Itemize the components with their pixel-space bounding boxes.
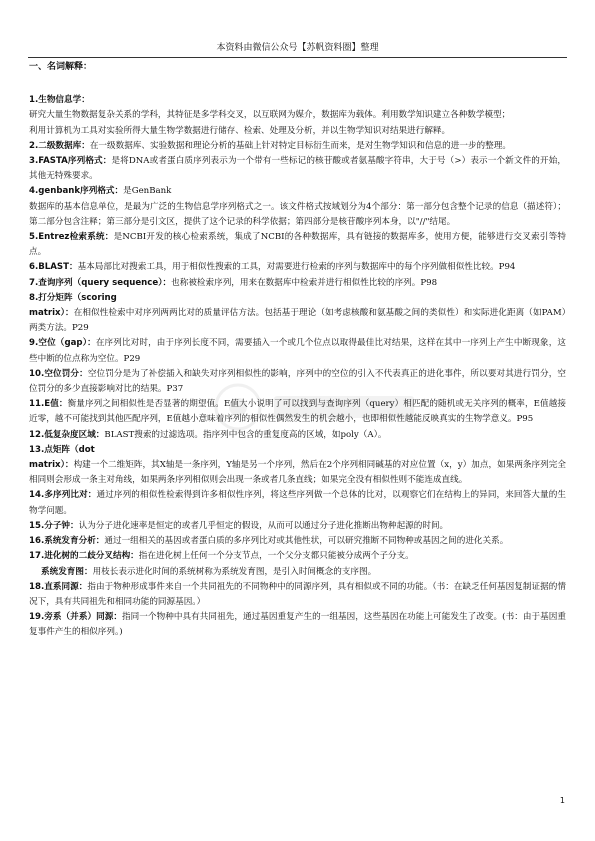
page-number: 1 [559, 796, 565, 805]
definition-entry [29, 549, 566, 564]
definition-entry [29, 443, 566, 458]
definition-entry [29, 124, 566, 139]
term-definition: 指同一个物种中具有共同祖先，通过基因重复产生的一组基因，这些基因在功能上可能发生了改变。(书：由于基因重复事件产生的相似序列。) [29, 612, 566, 638]
term-label: 9.空位（gap）： [29, 338, 96, 349]
term-label: 4.genbank序列格式： [29, 186, 124, 197]
term-label: 3.FASTA序列格式： [29, 156, 112, 167]
term-label: 11.E值： [29, 399, 68, 410]
term-definition: 是将DNA或者蛋白质序列表示为一个带有一些标记的核苷酸或者氨基酸字符串，大于号（>）表示一个新文件的开始，其他无特殊要求。 [29, 156, 566, 182]
term-definition: 通过序列的相似性检索得到许多相似性序列，将这些序列做一个总体的比对，以观察它们在结构上的异同，来回答大量的生物学问题。 [29, 490, 566, 516]
term-definition: 构建一个二维矩阵，其X轴是一条序列，Y轴是另一个序列，然后在2个序列相同碱基的对应位置（x，y）加点，如果两条序列完全相同则会形成一条主对角线，如果两条序列相似则会出现一条或者几条直线；如果完全没有相似性则不能连成直线。 [29, 460, 566, 486]
term-label: 12.低复杂度区域： [29, 429, 105, 440]
term-definition: 用枝长表示进化时间的系统树称为系统发育图，是引入时间概念的支序图。 [92, 566, 377, 577]
term-label: 7.查询序列（query sequence）： [29, 277, 172, 288]
term-definition: 是NCBI开发的核心检索系统，集成了NCBI的各种数据库，具有链接的数据库多，使用方便，能够进行交叉索引等特点。 [29, 232, 566, 258]
term-label: 19.旁系（并系）同源： [29, 612, 123, 623]
term-definition: 基本局部比对搜索工具，用于相似性搜索的工具，对需要进行检索的序列与数据库中的每个序列做相似性比较。P94 [77, 262, 516, 273]
definition-entry [29, 260, 566, 275]
definition-entry [29, 93, 566, 108]
definition-entry [29, 519, 566, 534]
section-title: 一、名词解释： [29, 62, 93, 72]
definition-entry [29, 580, 566, 610]
term-definition: 研究大量生物数据复杂关系的学科，其特征是多学科交叉，以互联网为媒介，数据库为载体。利用数学知识建立各种数学模型； [29, 110, 511, 121]
definition-entry [29, 610, 566, 640]
term-label: 6.BLAST： [29, 262, 78, 273]
term-definition: 数据库的基本信息单位，是最为广泛的生物信息学序列格式之一。该文件格式按域划分为4个部分：第一部分包含整个记录的信息（描述符）；第二部分包含注释；第三部分是引文区，提供了这个记录的科学依据；第四部分是核苷酸序列本身，以"//"结尾。 [29, 201, 566, 227]
definition-entry [29, 276, 566, 291]
definition-entry [29, 230, 566, 260]
definition-entry [29, 534, 566, 549]
definition-entry [29, 108, 566, 123]
term-label: 5.Entrez检索系统： [29, 232, 114, 243]
definition-entry [29, 184, 566, 199]
term-definition: 衡量序列之间相似性是否显著的期望值。E值大小说明了可以找到与查询序列（query）相匹配的随机或无关序列的概率，E值越接近零，越不可能找到其他匹配序列，E值越小意味着序列的相似性偶然发生的机会越小，也即相似性越能反映真实的生物学意义。P95 [29, 399, 566, 425]
term-definition: 在一级数据库、实验数据和理论分析的基础上针对特定目标衍生而来，是对生物学知识和信息的进一步的整理。 [89, 140, 511, 151]
term-label: 13.点矩阵（dot [29, 444, 95, 455]
term-definition: 指在进化树上任何一个分支节点，一个父分支都只能被分成两个子分支。 [138, 551, 414, 562]
term-definition: 在序列比对时，由于序列长度不同，需要插入一个或几个位点以取得最佳比对结果，这样在其中一序列上产生中断现象，这些中断的位点称为空位。P29 [29, 338, 566, 364]
term-definition: 利用计算机为工具对实验所得大量生物学数据进行储存、检索、处理及分析，并以生物学知识对结果进行解释。 [29, 125, 451, 136]
term-label: 17.进化树的二歧分叉结构： [29, 551, 139, 562]
term-label: 18.直系同源： [29, 581, 88, 592]
term-label: 16.系统发育分析： [29, 536, 105, 547]
term-label: matrix）： [29, 460, 74, 471]
term-label: 8.打分矩阵（scoring [29, 292, 117, 303]
term-definition: 空位罚分是为了补偿插入和缺失对序列相似性的影响，序列中的空位的引入不代表真正的进化事件，所以要对其进行罚分，空位罚分的多少直接影响对比的结果。P37 [29, 368, 566, 395]
term-definition: BLAST搜索的过滤选项。指序列中包含的重复度高的区域，如poly（A）。 [104, 429, 387, 440]
term-label: 10.空位罚分： [29, 368, 88, 379]
page-header: 本资料由微信公众号【苏帆资料圈】整理 [216, 43, 379, 53]
term-label: 15.分子钟： [29, 520, 79, 531]
term-label: 2.二级数据库： [29, 140, 90, 151]
term-definition: 通过一组相关的基因或者蛋白质的多序列比对或其他性状，可以研究推断不同物种或基因之间的进化关系。 [104, 536, 509, 547]
definition-entry [29, 367, 566, 397]
term-definition: 在相似性检索中对序列两两比对的质量评估方法。包括基于理论（如考虑核酸和氨基酸之间的类似性）和实际进化距离（如PAM）两类方法。P29 [29, 308, 567, 334]
definition-entry [29, 488, 566, 518]
definition-entry [29, 200, 566, 230]
term-definition: 认为分子进化速率是恒定的或者几乎恒定的假设，从而可以通过分子进化推断出物种起源的时间。 [78, 520, 449, 531]
term-definition: 指由于物种形成事件来自一个共同祖先的不同物种中的同源序列，具有相似或不同的功能。（书：在缺乏任何基因复制证据的情况下，具有共同祖先和相同功能的同源基因。） [29, 581, 566, 607]
term-definition: 也称被检索序列，用来在数据库中检索并进行相似性比较的序列。P98 [171, 277, 438, 288]
definition-entry [29, 139, 566, 154]
definition-entry [29, 336, 566, 366]
term-label: 1.生物信息学： [29, 95, 90, 106]
header-divider [28, 57, 567, 58]
term-label: 14.多序列比对： [29, 490, 97, 501]
definition-entry [29, 428, 566, 443]
term-label: 系统发育图： [41, 566, 93, 577]
term-label: matrix）： [29, 308, 74, 319]
definition-entry [29, 154, 566, 184]
definition-entry [29, 397, 566, 427]
definition-entry [29, 565, 566, 580]
definition-entry [29, 458, 566, 488]
definition-entry [29, 291, 566, 306]
definition-entry [29, 306, 566, 336]
main-content [29, 60, 566, 641]
term-definition: 是GenBank [123, 186, 172, 197]
definition-list [29, 93, 566, 640]
